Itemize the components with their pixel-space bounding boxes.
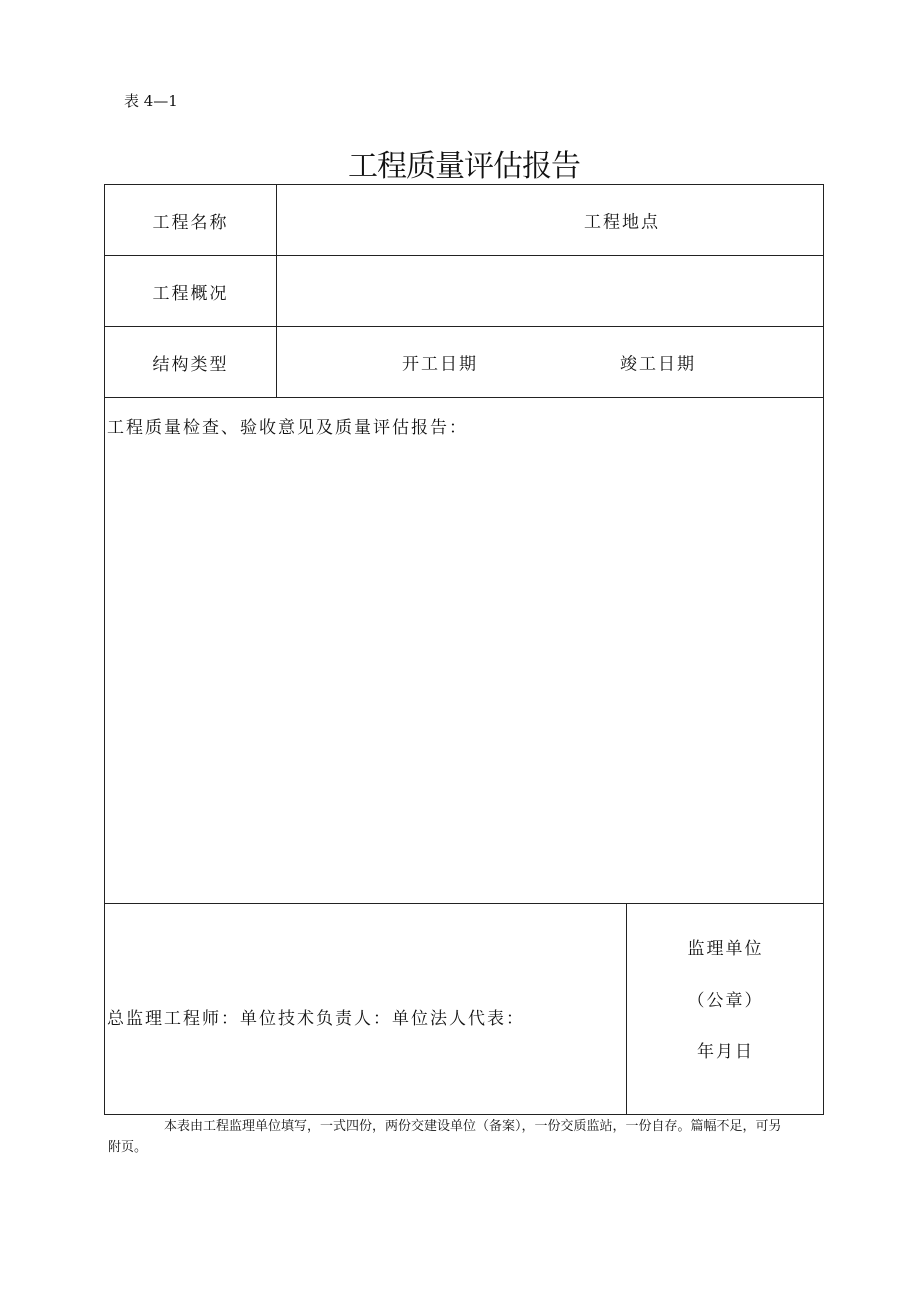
project-overview-label: 工程概况: [105, 256, 277, 326]
row-structure-type: [105, 327, 823, 398]
project-name-label: 工程名称: [105, 185, 277, 255]
completion-date-label: 竣工日期: [620, 354, 696, 375]
inspection-heading: 工程质量检查、验收意见及质量评估报告：: [107, 418, 468, 438]
structure-type-label: 结构类型: [105, 327, 277, 397]
row-project-overview: [105, 256, 823, 327]
row-inspection-opinion: [105, 398, 823, 904]
row-project-name: [105, 185, 823, 256]
date-label: 年月日: [697, 1042, 754, 1062]
start-date-label: 开工日期: [402, 354, 478, 375]
official-seal-label: （公章）: [687, 991, 764, 1011]
row-signatures: [105, 904, 823, 1114]
project-location-label: 工程地点: [584, 212, 660, 233]
supervision-unit-label: 监理单位: [687, 939, 764, 959]
page-title: 工程质量评估报告: [348, 149, 580, 184]
stamp-cell: [626, 904, 823, 1114]
form-number: 表 4—1: [124, 92, 178, 110]
signature-labels: 总监理工程师：单位技术负责人：单位法人代表：: [107, 1009, 525, 1029]
footnote: 本表由工程监理单位填写，一式四份，两份交建设单位（备案），一份交质监站，一份自存。篇幅不足，可另附页。: [108, 1119, 782, 1155]
report-form-table: [104, 184, 824, 1115]
